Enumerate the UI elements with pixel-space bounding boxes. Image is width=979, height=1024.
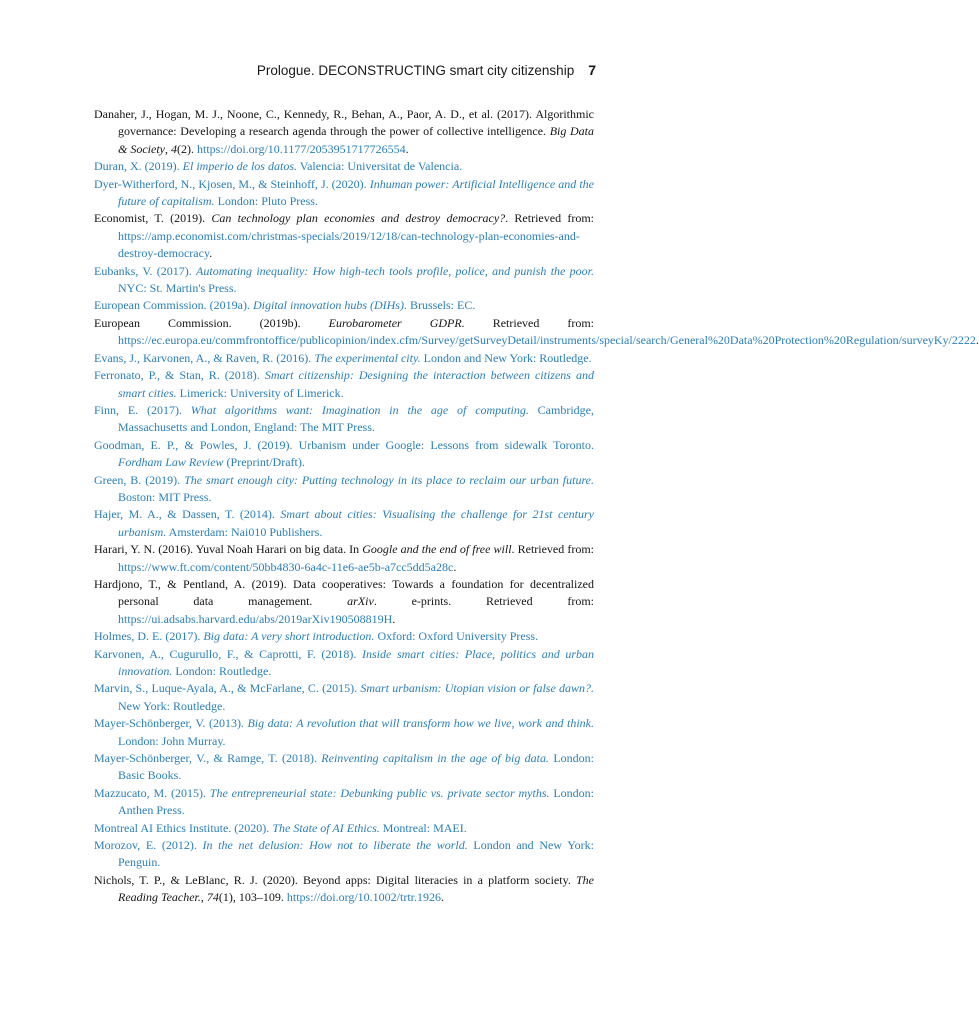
reference-entry[interactable] bbox=[94, 297, 594, 314]
reference-text: London: Pluto Press. bbox=[214, 194, 318, 209]
reference-entry[interactable] bbox=[94, 263, 594, 298]
reference-text: Danaher, J., Hogan, M. J., Noone, C., Kennedy, R., Behan, A., Paor, A. D., et al. (2017). Algorithmic governance: Developing a research agenda through the power of collective intelligence. bbox=[94, 107, 594, 139]
reference-entry bbox=[94, 541, 594, 576]
reference-text: Amsterdam: Nai010 Publishers. bbox=[166, 524, 323, 539]
reference-text: Ferronato, P., & Stan, R. (2018). bbox=[94, 368, 265, 383]
reference-text: (1), 103–109. bbox=[218, 890, 287, 905]
reference-text: . Retrieved from: bbox=[511, 542, 594, 557]
reference-entry bbox=[94, 315, 979, 350]
reference-url-link[interactable]: https://ec.europa.eu/commfrontoffice/publicopinion/index.cfm/Survey/getSurveyDetail/instruments/special/search/General%20Data%20Protection%20Regulation/surveyKy/2222 bbox=[118, 333, 976, 348]
running-title: Prologue. DECONSTRUCTING smart city citizenship bbox=[256, 63, 575, 78]
reference-text: European Commission. (2019b). bbox=[94, 315, 329, 330]
reference-italic-text: The experimental city. bbox=[314, 350, 421, 365]
reference-url-link[interactable]: https://www.ft.com/content/50bb4830-6a4c-11e6-ae5b-a7cc5dd5a28c bbox=[118, 559, 454, 574]
reference-text: Evans, J., Karvonen, A., & Raven, R. (2016). bbox=[94, 350, 315, 365]
reference-entry[interactable] bbox=[94, 176, 594, 211]
reference-italic-text: Smart urbanism: Utopian vision or false dawn?. bbox=[360, 681, 595, 696]
reference-text: . bbox=[453, 559, 457, 574]
reference-url-link[interactable]: https://doi.org/10.1177/2053951717726554 bbox=[196, 141, 406, 156]
reference-text: NYC: St. Martin's Press. bbox=[118, 281, 237, 296]
reference-text: Mazzucato, M. (2015). bbox=[94, 785, 210, 800]
reference-text: (2). bbox=[176, 141, 197, 156]
reference-text: London: Anthen Press. bbox=[118, 785, 594, 818]
reference-text: . bbox=[209, 246, 213, 261]
reference-entry bbox=[94, 872, 594, 907]
reference-text: . e-prints. Retrieved from: bbox=[373, 594, 594, 609]
reference-italic-text: The entrepreneurial state: Debunking public vs. private sector myths. bbox=[209, 785, 550, 800]
reference-text: Hardjono, T., & Pentland, A. (2019). Data cooperatives: Towards a foundation for decentralized personal data management. bbox=[94, 576, 594, 609]
reference-text: . bbox=[392, 611, 396, 626]
reference-italic-text: Inhuman power: Artificial Intelligence and the future of capitalism. bbox=[118, 176, 594, 209]
reference-text: Cambridge, Massachusetts and London, England: The MIT Press. bbox=[118, 402, 594, 435]
reference-italic-text: Big data: A very short introduction. bbox=[203, 629, 375, 644]
reference-url-link[interactable]: https://ui.adsabs.harvard.edu/abs/2019arXiv190508819H bbox=[118, 611, 393, 626]
reference-text: Mayer-Schönberger, V., & Ramge, T. (2018). bbox=[94, 751, 322, 766]
reference-text: London and New York: Routledge. bbox=[420, 350, 592, 365]
reference-text: Dyer-Witherford, N., Kjosen, M., & Steinhoff, J. (2020). bbox=[94, 176, 370, 191]
reference-entry[interactable] bbox=[94, 680, 594, 715]
reference-text: Mayer-Schönberger, V. (2013). bbox=[94, 716, 248, 731]
reference-entry[interactable] bbox=[94, 628, 594, 645]
reference-text: Eubanks, V. (2017). bbox=[94, 263, 197, 278]
reference-text: Nichols, T. P., & LeBlanc, R. J. (2020). Beyond apps: Digital literacies in a platform society. bbox=[94, 872, 576, 887]
running-head bbox=[257, 62, 596, 78]
reference-entry[interactable] bbox=[94, 785, 594, 820]
reference-text: London: Basic Books. bbox=[118, 751, 594, 783]
reference-text: London: John Murray. bbox=[118, 733, 226, 748]
reference-text: Finn, E. (2017). bbox=[94, 402, 191, 417]
reference-text: Montreal AI Ethics Institute. (2020). bbox=[94, 820, 273, 835]
reference-entry bbox=[94, 210, 594, 262]
reference-italic-text: Big Data & Society bbox=[118, 124, 595, 156]
reference-entry[interactable] bbox=[94, 506, 594, 541]
reference-url-link[interactable]: https://amp.economist.com/christmas-specials/2019/12/18/can-technology-plan-economies-and-destroy-democracy bbox=[118, 228, 580, 261]
reference-entry[interactable] bbox=[94, 820, 594, 837]
reference-italic-text: Reinventing capitalism in the age of big data. bbox=[321, 751, 550, 766]
reference-entry[interactable] bbox=[94, 402, 594, 437]
reference-text: . bbox=[975, 333, 979, 348]
reference-italic-text: In the net delusion: How not to liberate the world. bbox=[202, 838, 468, 853]
reference-text: Green, B. (2019). bbox=[94, 472, 185, 487]
reference-entry[interactable] bbox=[94, 646, 594, 681]
reference-text: Duran, X. (2019). bbox=[94, 159, 183, 174]
reference-italic-text: 74 bbox=[206, 890, 219, 905]
reference-text: Boston: MIT Press. bbox=[118, 489, 212, 504]
reference-entry[interactable] bbox=[94, 367, 594, 402]
reference-italic-text: Digital innovation hubs (DIHs). bbox=[252, 298, 407, 313]
reference-text: Montreal: MAEI. bbox=[379, 820, 467, 835]
reference-text: London and New York: Penguin. bbox=[118, 838, 594, 870]
reference-entry bbox=[94, 576, 594, 628]
reference-url-link[interactable]: https://doi.org/10.1002/trtr.1926 bbox=[286, 890, 442, 905]
reference-italic-text: Inside smart cities: Place, politics and urban innovation. bbox=[118, 646, 594, 678]
reference-text: Morozov, E. (2012). bbox=[94, 838, 203, 853]
reference-text: . bbox=[405, 141, 409, 156]
reference-italic-text: Automating inequality: How high-tech tools profile, police, and punish the poor. bbox=[196, 263, 594, 278]
reference-text: , bbox=[164, 141, 171, 156]
reference-entry bbox=[94, 106, 594, 158]
reference-text: New York: Routledge. bbox=[118, 698, 226, 713]
reference-text: Economist, T. (2019). bbox=[94, 211, 212, 226]
reference-italic-text: Smart citizenship: Designing the interaction between citizens and smart cities. bbox=[118, 368, 594, 400]
page-number: 7 bbox=[588, 62, 596, 78]
reference-entry[interactable] bbox=[94, 837, 594, 872]
reference-italic-text: Eurobarometer GDPR. bbox=[328, 315, 465, 330]
reference-italic-text: What algorithms want: Imagination in the age of computing. bbox=[190, 402, 529, 417]
reference-entry[interactable] bbox=[94, 715, 594, 750]
reference-entry[interactable] bbox=[94, 437, 594, 472]
reference-italic-text: The Reading Teacher. bbox=[118, 872, 594, 905]
reference-italic-text: 4 bbox=[170, 141, 177, 156]
reference-italic-text: Can technology plan economies and destroy democracy? bbox=[211, 211, 506, 226]
reference-text: European Commission. (2019a). bbox=[94, 298, 253, 313]
reference-entry[interactable] bbox=[94, 472, 594, 507]
reference-italic-text: Big data: A revolution that will transform how we live, work and think. bbox=[247, 716, 595, 731]
reference-text: Karvonen, A., Cugurullo, F., & Caprotti, F. (2018). bbox=[94, 646, 362, 661]
reference-text: Goodman, E. P., & Powles, J. (2019). Urbanism under Google: Lessons from sidewalk Toronto. bbox=[94, 437, 594, 452]
reference-entry[interactable] bbox=[94, 158, 594, 175]
reference-entry[interactable] bbox=[94, 750, 594, 785]
reference-italic-text: Fordham Law Review bbox=[118, 455, 224, 470]
reference-italic-text: Smart about cities: Visualising the challenge for 21st century urbanism. bbox=[118, 507, 594, 539]
reference-text: . bbox=[441, 890, 445, 905]
reference-text: Valencia: Universitat de Valencia. bbox=[296, 159, 463, 174]
reference-text: Holmes, D. E. (2017). bbox=[94, 629, 204, 644]
reference-list bbox=[94, 106, 979, 907]
reference-text: Oxford: Oxford University Press. bbox=[374, 629, 539, 644]
reference-italic-text: The State of AI Ethics. bbox=[272, 820, 380, 835]
reference-text: Brussels: EC. bbox=[406, 298, 476, 313]
reference-text: Retrieved from: bbox=[464, 315, 595, 330]
reference-text: Marvin, S., Luque-Ayala, A., & McFarlane, C. (2015). bbox=[94, 681, 361, 696]
reference-italic-text: arXiv bbox=[347, 594, 374, 609]
reference-text: (Preprint/Draft). bbox=[223, 455, 305, 470]
reference-text: Hajer, M. A., & Dassen, T. (2014). bbox=[94, 507, 281, 522]
reference-text: Limerick: University of Limerick. bbox=[176, 385, 344, 400]
reference-text: . Retrieved from: bbox=[505, 211, 595, 226]
reference-text: Harari, Y. N. (2016). Yuval Noah Harari on big data. In bbox=[94, 542, 363, 557]
reference-italic-text: El imperio de los datos. bbox=[182, 159, 297, 174]
reference-italic-text: Google and the end of free will bbox=[362, 542, 512, 557]
reference-text: London: Routledge. bbox=[172, 664, 272, 678]
reference-italic-text: The smart enough city: Putting technology in its place to reclaim our urban future. bbox=[184, 472, 594, 487]
reference-entry[interactable] bbox=[94, 350, 594, 367]
reference-text: , bbox=[200, 890, 207, 905]
